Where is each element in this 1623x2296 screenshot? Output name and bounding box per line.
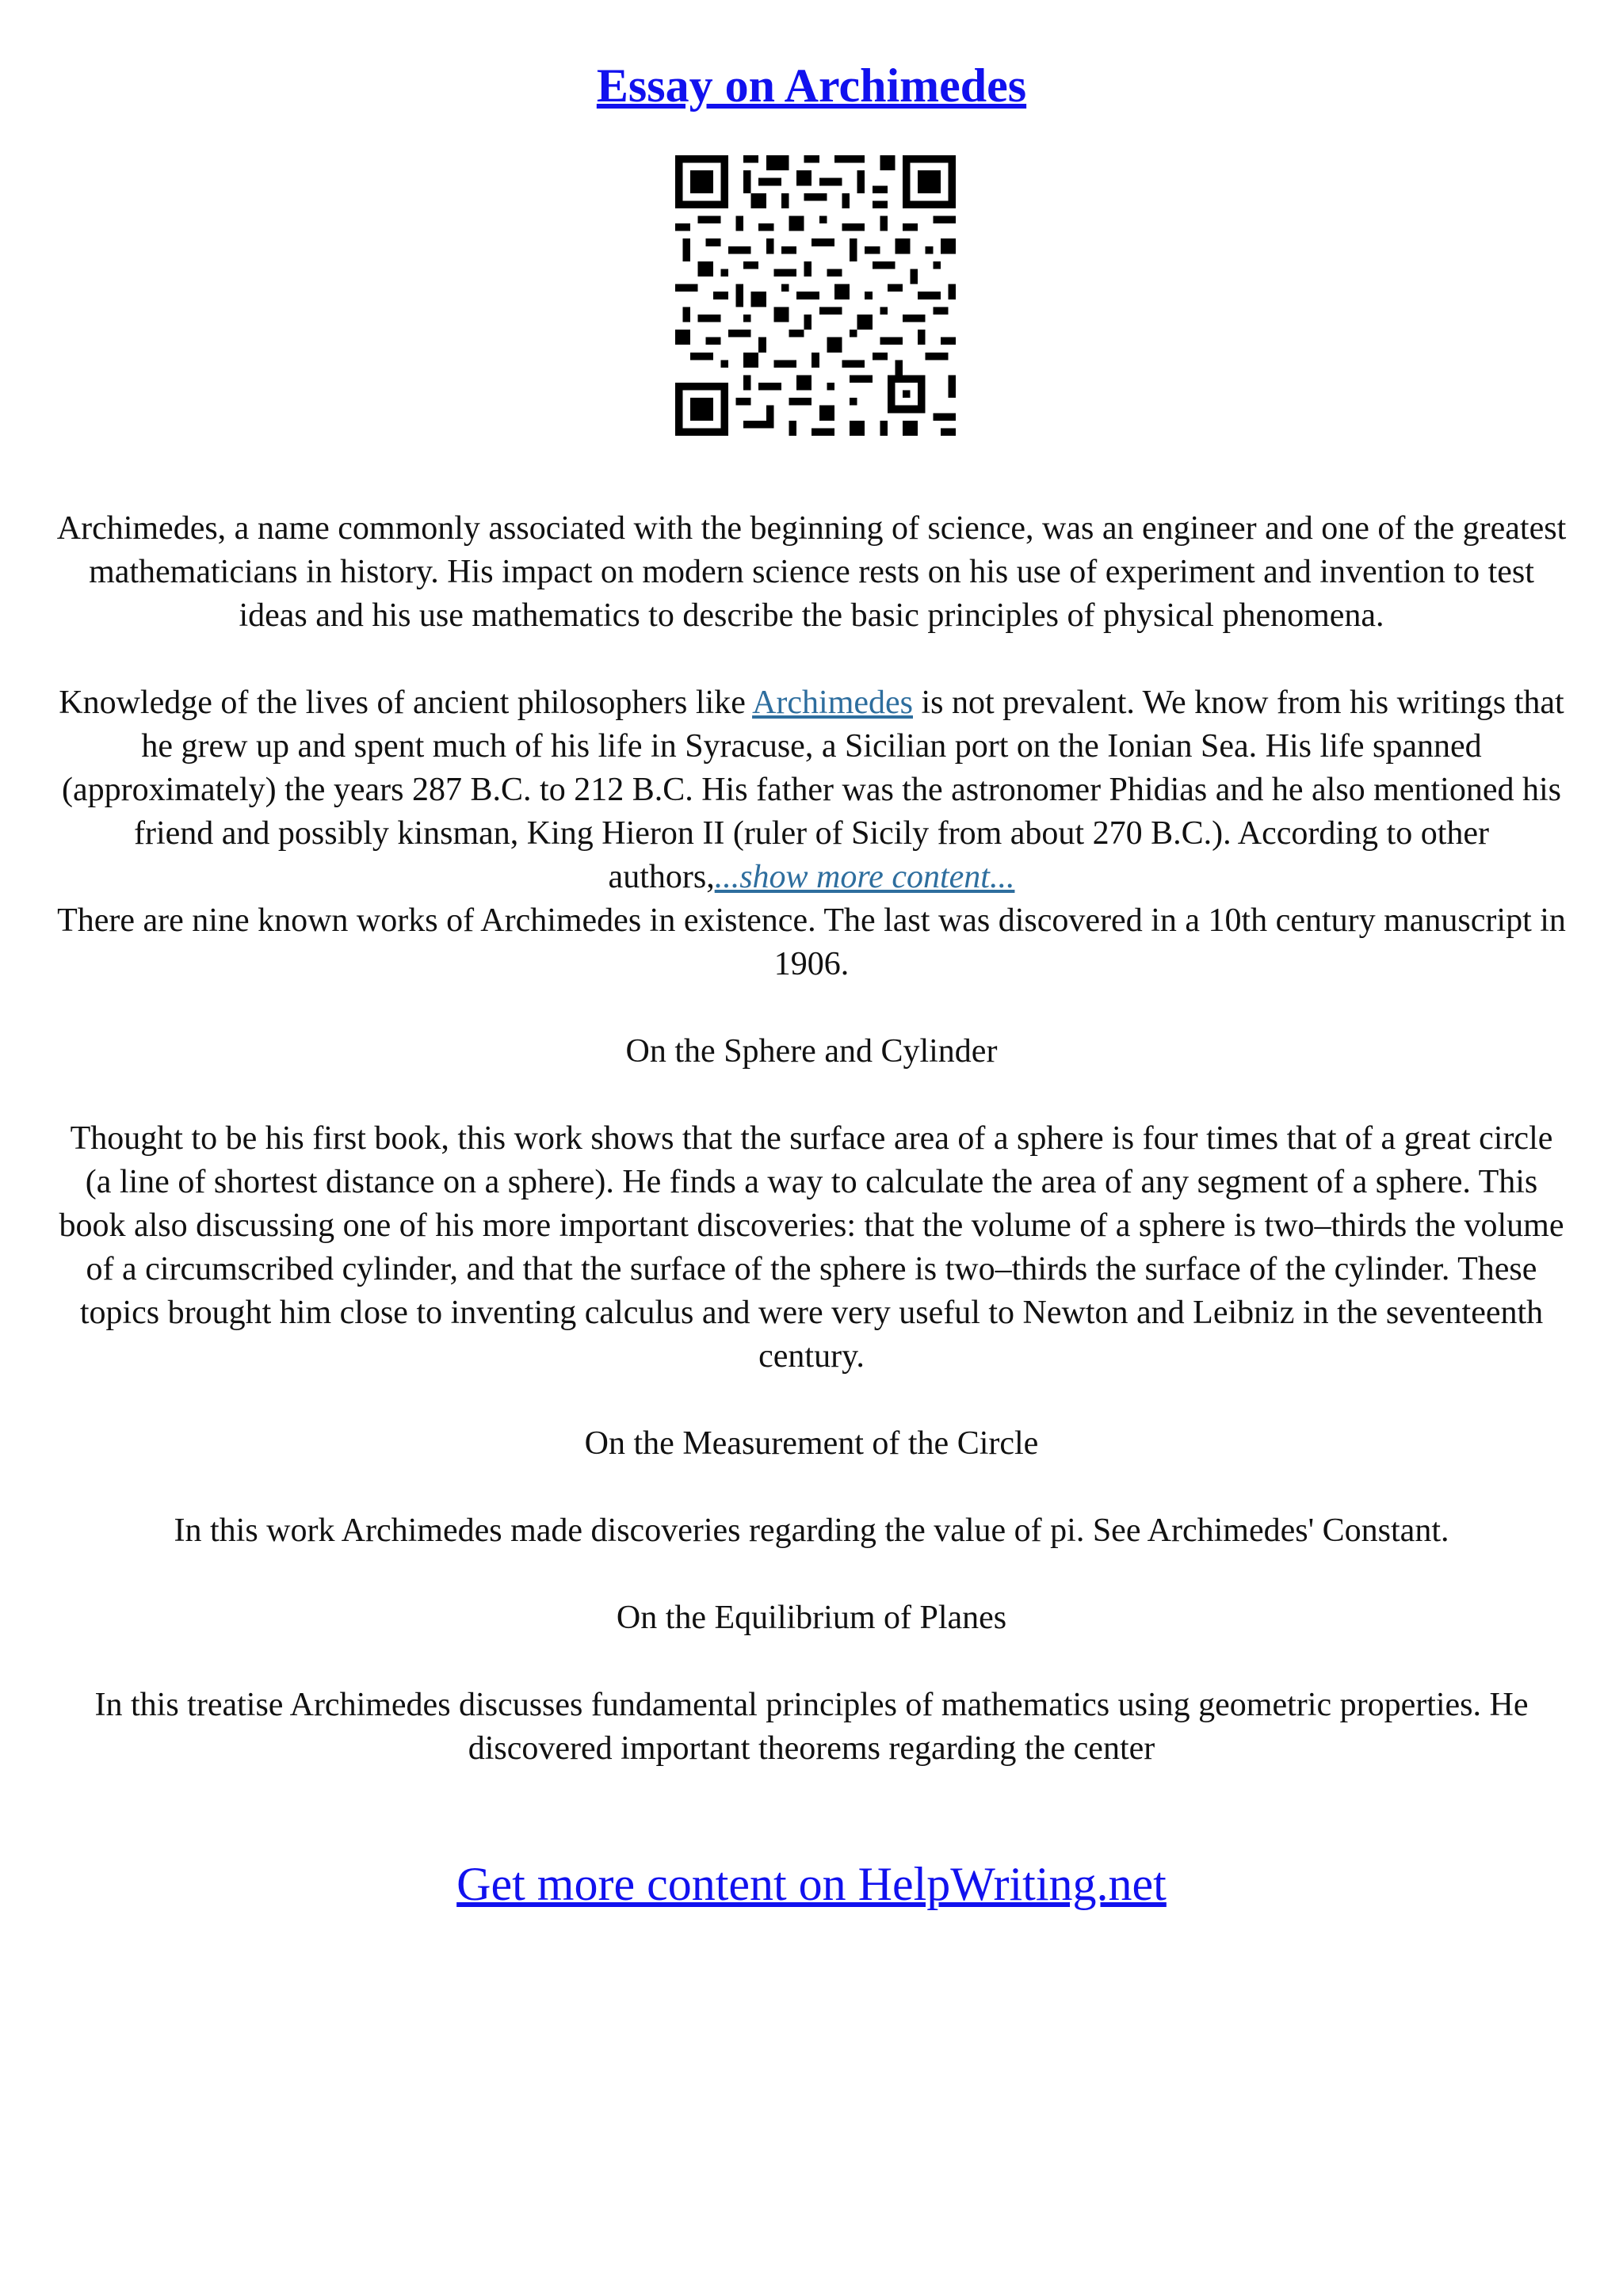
heading-measurement-circle: On the Measurement of the Circle [584,1425,1039,1462]
works-paragraph: There are nine known works of Archimedes in existence. The last was discovered in a 10th century manuscript in 1906. [57,902,1566,982]
lives-text-after: is not prevalent. We know from his writings that he grew up and spent much of his life in Syracuse, a Sicilian port on the Ionian Sea. His life spanned (approximately) the years 287 B.C. to 212 B.C. His father was the astronomer Phidias and he also mentioned his friend and possibly kinsman, King Hieron II (ruler of Sicily from about 270 B.C.). According to other authors, [62,685,1564,895]
archimedes-link[interactable]: Archimedes [752,685,913,721]
heading-equilibrium-planes: On the Equilibrium of Planes [616,1600,1007,1636]
essay-body [55,507,1568,1814]
circle-paragraph: In this work Archimedes made discoveries regarding the value of pi. See Archimedes' Constant. [174,1512,1449,1549]
heading-sphere-cylinder: On the Sphere and Cylinder [625,1033,998,1070]
planes-paragraph: In this treatise Archimedes discusses fundamental principles of mathematics using geometric properties. He discovered important theorems regarding the center [94,1687,1529,1767]
sphere-paragraph: Thought to be his first book, this work shows that the surface area of a sphere is four times that of a great circle (a line of shortest distance on a sphere). He finds a way to calculate the area of any segment of a sphere. This book also discussing one of his more important discoveries: that the volume of a sphere is two–thirds the volume of a circumscribed cylinder, and that the surface of the sphere is two–thirds the surface of the cylinder. These topics brought him close to inventing calculus and were very useful to Newton and Leibniz in the seventeenth century. [59,1120,1564,1375]
lives-paragraph [55,681,1568,899]
intro-paragraph: Archimedes, a name commonly associated with the beginning of science, was an engineer and one of the greatest mathematicians in history. His impact on modern science rests on his use of experiment and invention to test ideas and his use mathematics to describe the basic principles of physical phenomena. [56,510,1567,634]
qr-code-icon [675,155,956,436]
show-more-link[interactable]: ...show more content... [714,859,1015,895]
essay-title-link[interactable]: Essay on Archimedes [596,59,1027,112]
lives-text-before: Knowledge of the lives of ancient philosophers like [59,685,753,721]
get-more-content-link[interactable]: Get more content on HelpWriting.net [456,1858,1167,1910]
